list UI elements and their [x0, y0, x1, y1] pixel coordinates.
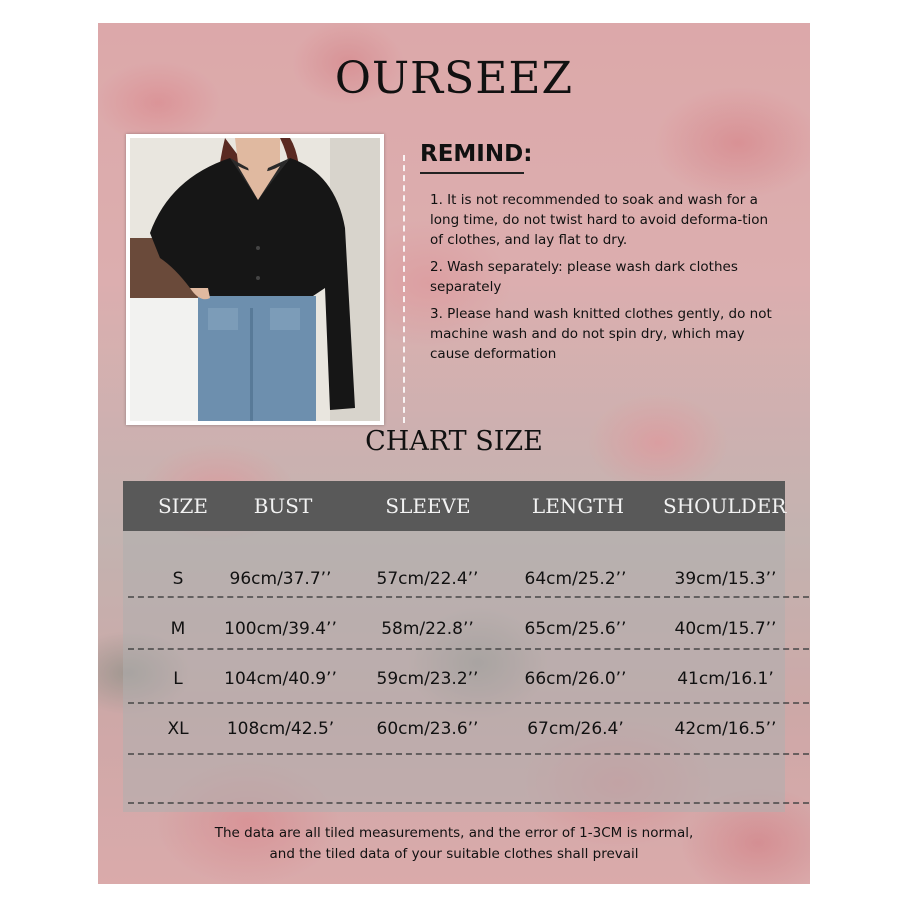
- sleeve-cell: 60cm/23.6’’: [376, 719, 479, 739]
- chart-size-title: CHART SIZE: [365, 426, 543, 457]
- length-cell: 64cm/25.2’’: [524, 569, 627, 589]
- row-divider: [128, 648, 809, 650]
- sleeve-cell: 58m/22.8’’: [381, 619, 474, 639]
- table-row: [123, 704, 785, 754]
- measurement-disclaimer: [98, 823, 810, 865]
- length-cell: 66cm/26.0’’: [524, 669, 627, 689]
- header-length: LENGTH: [531, 494, 625, 518]
- care-note-2: 2. Wash separately: please wash dark clothes separately: [430, 259, 738, 295]
- length-cell: 67cm/26.4’: [527, 719, 624, 739]
- disclaimer-line-1: The data are all tiled measurements, and the error of 1-3CM is normal,: [214, 825, 694, 841]
- shoulder-cell: 41cm/16.1’: [677, 669, 774, 689]
- header-size: SIZE: [157, 494, 209, 518]
- table-row: [123, 654, 785, 704]
- row-divider: [128, 596, 809, 598]
- sleeve-cell: 57cm/22.4’’: [376, 569, 479, 589]
- care-notes: [430, 190, 780, 371]
- header-sleeve: SLEEVE: [385, 494, 471, 518]
- disclaimer-line-2: and the tiled data of your suitable clothes shall prevail: [269, 846, 639, 862]
- shoulder-cell: 42cm/16.5’’: [674, 719, 777, 739]
- table-bottom-divider: [128, 802, 809, 804]
- size-cell: M: [170, 619, 186, 639]
- shoulder-cell: 40cm/15.7’’: [674, 619, 777, 639]
- header-bust: BUST: [253, 494, 313, 518]
- shoulder-cell: 39cm/15.3’’: [674, 569, 777, 589]
- size-cell: XL: [167, 719, 189, 739]
- bust-cell: 100cm/39.4’’: [224, 619, 337, 639]
- bust-cell: 104cm/40.9’’: [224, 669, 337, 689]
- length-cell: 65cm/25.6’’: [524, 619, 627, 639]
- bust-cell: 108cm/42.5’: [226, 719, 335, 739]
- care-note-3: 3. Please hand wash knitted clothes gently, do not machine wash and do not spin dry, which may cause deformation: [430, 306, 772, 362]
- vertical-divider: [403, 155, 405, 423]
- table-row: [123, 604, 785, 654]
- bust-cell: 96cm/37.7’’: [229, 569, 332, 589]
- brand-logo: OURSEEZ: [334, 53, 574, 104]
- row-divider: [128, 753, 809, 755]
- remind-underline: [420, 172, 524, 174]
- size-table-header: [123, 481, 785, 531]
- size-chart-panel: [98, 23, 810, 884]
- model-wearing-black-shirt-image: [130, 138, 380, 421]
- product-photo: [126, 134, 384, 425]
- remind-heading: REMIND:: [420, 141, 533, 167]
- size-cell: S: [172, 569, 184, 589]
- size-cell: L: [173, 669, 183, 689]
- care-note-1: 1. It is not recommended to soak and wash for a long time, do not twist hard to avoid deforma-tion of clothes, and lay flat to dry.: [430, 192, 769, 248]
- header-shoulder: SHOULDER: [663, 494, 787, 518]
- sleeve-cell: 59cm/23.2’’: [376, 669, 479, 689]
